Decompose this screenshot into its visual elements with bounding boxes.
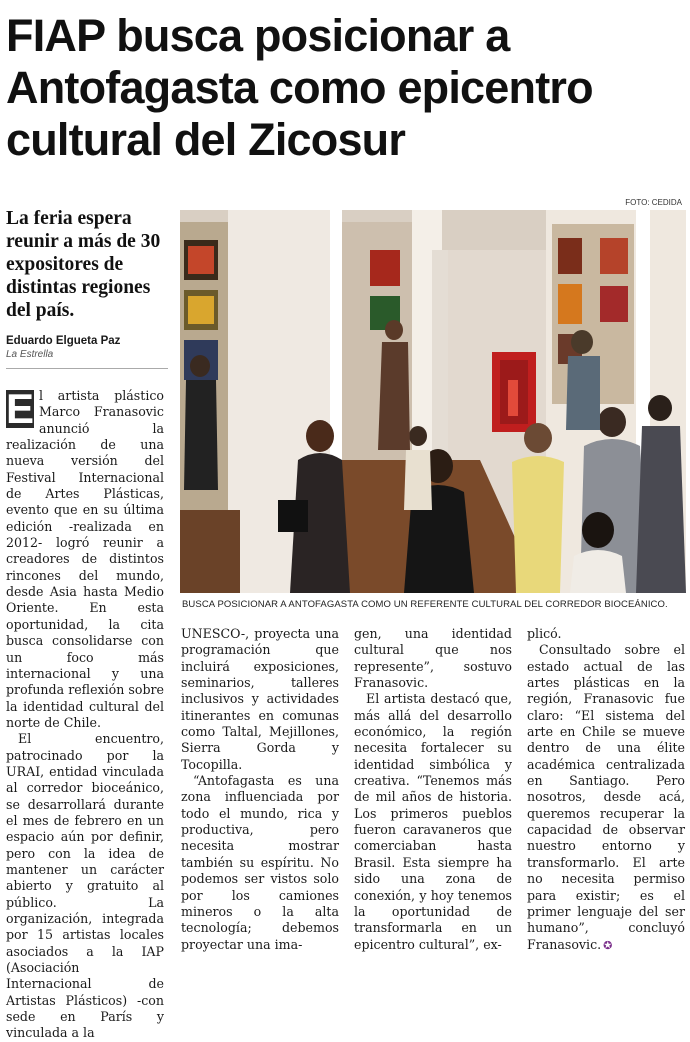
headline-line-1: FIAP busca posicionar a — [6, 10, 510, 61]
gallery-scene-image — [180, 210, 686, 593]
body-paragraph-final — [527, 642, 685, 954]
headline-line-3: cultural del Zicosur — [6, 114, 406, 165]
headline-line-2: Antofagasta como epicentro — [6, 62, 593, 113]
lead-paragraph — [6, 385, 164, 731]
body-paragraph: “Antofagasta es una zona influenciada por todo el mundo, rica y productiva, pero necesita mostrar también su espíritu. No podemos ser vistos solo por los camiones mineros o la alta tecnología; debemos proyectar una ima- — [181, 773, 339, 952]
body-paragraph: UNESCO-, proyecta una programación que incluirá exposiciones, seminarios, talleres inclusivos y actividades itinerantes en comunas como Taltal, Mejillones, Sierra Gorda y Tocopilla. — [181, 626, 339, 772]
body-paragraph: El artista destacó que, más allá del desarrollo económico, la región necesita fortalecer su identidad simbólica y creativa. “Tenemos más de mil años de historia. Los primeros pueblos fueron caravaneros que comerciaban hasta Brasil. Esta siempre ha sido una zona de conexión, y hoy tenemos la oportunidad de transformarla en un epicentro cultural”, ex- — [354, 691, 512, 952]
photo-caption: BUSCA POSICIONAR A ANTOFAGASTA COMO UN REFERENTE CULTURAL DEL CORREDOR BIOCEÁNICO. — [182, 599, 668, 610]
body-paragraph: gen, una identidad cultural que nos represente”, sostuvo Franasovic. — [354, 626, 512, 691]
byline-author: Eduardo Elgueta Paz — [6, 335, 121, 347]
dropcap-letter: E — [6, 385, 35, 432]
article-photo — [180, 210, 686, 593]
end-mark-icon: ✪ — [603, 938, 613, 952]
byline-outlet: La Estrella — [6, 349, 54, 360]
article-column-4 — [527, 626, 685, 954]
photo-credit: FOTO: CEDIDA — [625, 198, 682, 207]
final-paragraph-text: Consultado sobre el estado actual de las artes plásticas en la región, Franasovic fue claro: “El sistema del arte en Chile se mueve dentro de una élite académica centralizada en Santiago. Pero nosotros, desde acá, queremos recuperar la capacidad de observar nuestro entorno y transformarlo. El arte no necesita permiso para existir; es el primer lenguaje del ser humano”, concluyó Franasovic. — [527, 642, 685, 952]
byline-divider — [6, 368, 168, 369]
body-paragraph: El encuentro, patrocinado por la URAI, entidad vinculada al corredor bioceánico, se desarrollará durante el mes de febrero en un espacio aún por definir, pero con la idea de mantener un carácter abierto y gratuito al público. La organización, integrada por 15 artistas locales asociados a la IAP (Asociación Internacional de Artistas Plásticos) -con sede en París y vinculada a la — [6, 731, 164, 1041]
article-column-1 — [6, 385, 164, 1042]
deck-subheadline: La feria espera reunir a más de 30 expositores de distintas regiones del país. — [6, 208, 161, 321]
headline — [6, 10, 686, 166]
lead-paragraph-text: l artista plástico Marco Franasovic anunció la realización de una nueva versión del Festival Internacional de Artes Plásticas, evento que en su última edición -realizada en 2012- logró reunir a creadores de distintos rincones del mundo, desde Asia hasta Medio Oriente. En esta oportunidad, la cita busca consolidarse con un foco más internacional y una profunda reflexión sobre la identidad cultural del norte de Chile. — [6, 388, 164, 730]
body-paragraph: plicó. — [527, 626, 562, 641]
